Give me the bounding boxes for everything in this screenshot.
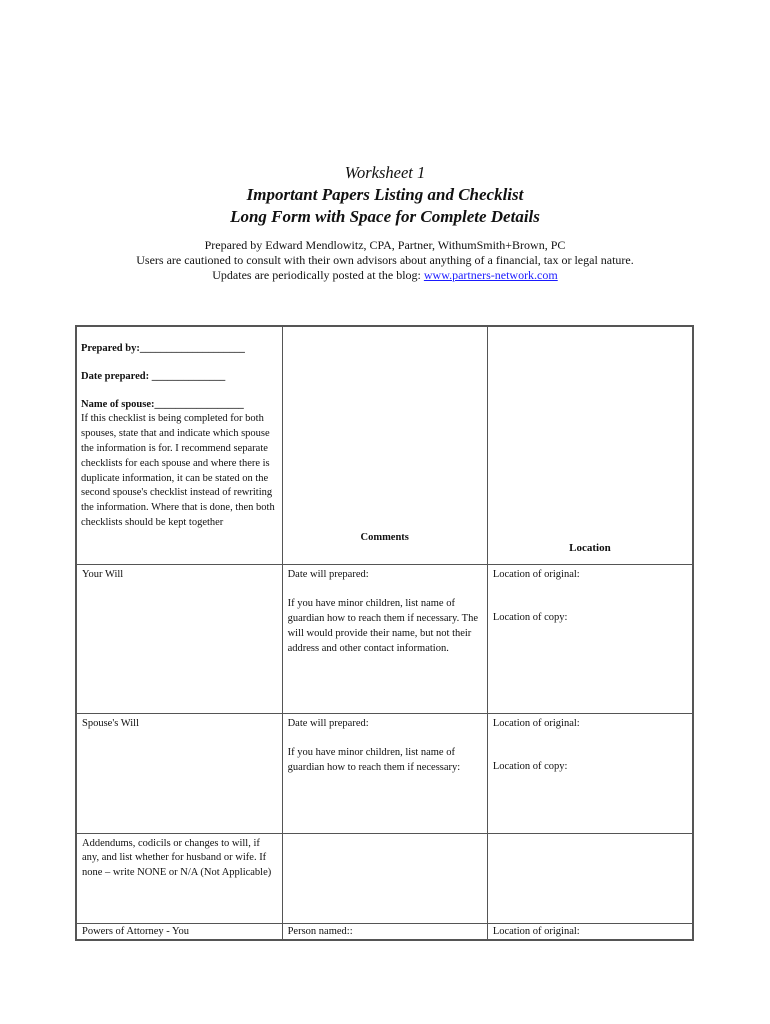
header-fields-cell <box>76 326 282 564</box>
table-row <box>76 923 693 940</box>
item-cell[interactable] <box>76 833 282 923</box>
caution-line: Users are cautioned to consult with their own advisors about anything of a financial, tax or legal nature. <box>136 253 634 267</box>
item-label: Spouse's Will <box>82 717 139 729</box>
document-header <box>0 162 770 283</box>
location-cell[interactable] <box>487 564 693 713</box>
table-row <box>76 713 693 833</box>
prepared-by-field[interactable]: Prepared by:____________________ <box>81 343 245 354</box>
comments-header: Comments <box>360 531 409 543</box>
blog-link[interactable]: www.partners-network.com <box>423 268 558 282</box>
item-label: Addendums, codicils or changes to will, if any, and list whether for husband or wife. If none – write NONE or N/A (Not Applicable) <box>82 837 272 879</box>
comment-cell[interactable] <box>282 923 487 940</box>
table-row <box>76 833 693 923</box>
location-original: Location of original: <box>492 568 580 580</box>
comment-guardian: If you have minor children, list name of guardian how to reach them if necessary: <box>287 747 461 774</box>
location-cell[interactable] <box>487 833 693 923</box>
checklist-table <box>75 325 694 941</box>
item-label: Powers of Attorney - You <box>82 925 190 937</box>
instructions-text: If this checklist is being completed for both spouses, state that and indicate which spouse the information is for. I recommend separate checklists for each spouse and where there is duplicate information, it can be stated on the second spouse's checklist instead of rewriting the information. Where that is done, then both checklists should be kept together <box>81 413 275 528</box>
comment-cell[interactable] <box>282 713 487 833</box>
location-header: Location <box>569 541 611 554</box>
date-prepared-field[interactable]: Date prepared: ______________ <box>81 370 226 382</box>
author-info <box>0 238 770 283</box>
location-cell[interactable] <box>487 923 693 940</box>
title-line-1: Important Papers Listing and Checklist <box>246 185 524 204</box>
comment-text: Person named:: <box>287 925 353 937</box>
title-line-2: Long Form with Space for Complete Details <box>230 207 540 226</box>
location-original: Location of original: <box>492 717 580 729</box>
table-header-row <box>76 326 693 564</box>
table-row <box>76 564 693 713</box>
updates-line <box>0 268 770 283</box>
comment-text <box>283 834 487 840</box>
location-text: Location of original: <box>492 925 580 937</box>
item-cell[interactable] <box>76 923 282 940</box>
comment-date: Date will prepared: <box>287 568 369 580</box>
location-text <box>488 834 692 840</box>
prepared-by-line: Prepared by Edward Mendlowitz, CPA, Partner, WithumSmith+Brown, PC <box>204 238 566 252</box>
location-copy: Location of copy: <box>492 761 568 773</box>
updates-prefix: Updates are periodically posted at the blog: <box>212 268 424 282</box>
comment-date: Date will prepared: <box>287 717 369 729</box>
comment-cell[interactable] <box>282 564 487 713</box>
location-header-cell <box>487 326 693 564</box>
comments-header-cell <box>282 326 487 564</box>
comment-guardian: If you have minor children, list name of guardian how to reach them if necessary. The will would provide their name, but not their address and other contact information. <box>287 598 478 654</box>
location-cell[interactable] <box>487 713 693 833</box>
item-cell[interactable] <box>76 564 282 713</box>
spouse-name-field[interactable]: Name of spouse:_________________ <box>81 398 244 410</box>
item-cell[interactable] <box>76 713 282 833</box>
location-copy: Location of copy: <box>492 612 568 624</box>
worksheet-label: Worksheet 1 <box>344 163 426 182</box>
comment-cell[interactable] <box>282 833 487 923</box>
item-label: Your Will <box>82 568 124 580</box>
